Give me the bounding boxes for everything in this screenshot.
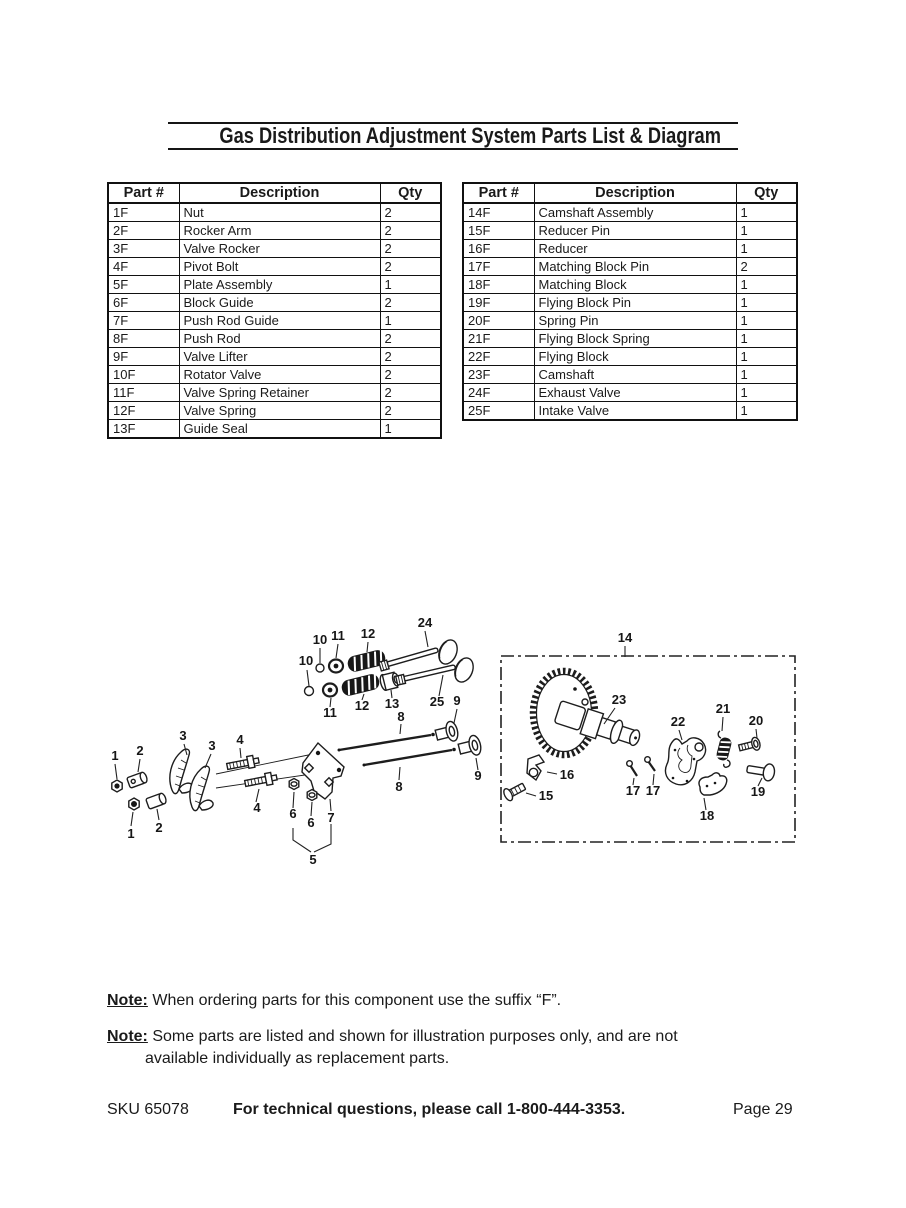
part-number-cell: 2F: [108, 222, 179, 240]
qty-cell: 2: [380, 203, 441, 222]
callout-7: 7: [327, 810, 335, 825]
callout-13: 13: [384, 696, 400, 711]
qty-cell: 1: [736, 240, 797, 258]
qty-cell: 1: [736, 312, 797, 330]
col-header-qty: Qty: [736, 183, 797, 203]
table-row: [108, 384, 441, 402]
table-row: [463, 402, 797, 421]
table-row: [108, 366, 441, 384]
description-cell: Exhaust Valve: [534, 384, 736, 402]
description-cell: Camshaft Assembly: [534, 203, 736, 222]
callout-4: 4: [236, 732, 244, 747]
valve-rocker-part: [170, 749, 193, 793]
table-row: [108, 294, 441, 312]
part-number-cell: 18F: [463, 276, 534, 294]
callout-24: 24: [417, 615, 433, 630]
description-cell: Push Rod: [179, 330, 380, 348]
qty-cell: 1: [736, 294, 797, 312]
callout-6: 6: [289, 806, 297, 821]
part-number-cell: 8F: [108, 330, 179, 348]
callout-11: 11: [323, 705, 337, 720]
qty-cell: 1: [736, 222, 797, 240]
qty-cell: 2: [380, 402, 441, 420]
table-header-row: [108, 183, 441, 203]
callout-18: 18: [699, 808, 715, 823]
part-number-cell: 16F: [463, 240, 534, 258]
table-row: [108, 402, 441, 420]
table-row: [108, 258, 441, 276]
part-number-cell: 1F: [108, 203, 179, 222]
callout-5: 5: [309, 852, 317, 867]
callout-12: 12: [360, 626, 376, 641]
description-cell: Intake Valve: [534, 402, 736, 421]
sku-number: SKU 65078: [107, 1101, 189, 1118]
description-cell: Matching Block: [534, 276, 736, 294]
part-number-cell: 4F: [108, 258, 179, 276]
part-number-cell: 10F: [108, 366, 179, 384]
part-number-cell: 20F: [463, 312, 534, 330]
description-cell: Valve Rocker: [179, 240, 380, 258]
part-number-cell: 9F: [108, 348, 179, 366]
technical-questions-phone: For technical questions, please call 1-800-444-3353.: [233, 1101, 626, 1118]
reducer-part: [527, 755, 544, 780]
part-number-cell: 25F: [463, 402, 534, 421]
qty-cell: 2: [380, 384, 441, 402]
table-row: [108, 276, 441, 294]
callout-8: 8: [397, 709, 405, 724]
description-cell: Flying Block Spring: [534, 330, 736, 348]
qty-cell: 1: [736, 384, 797, 402]
description-cell: Reducer Pin: [534, 222, 736, 240]
part-number-cell: 11F: [108, 384, 179, 402]
description-cell: Camshaft: [534, 366, 736, 384]
note-label: Note:: [107, 992, 148, 1009]
callout-22: 22: [670, 714, 686, 729]
qty-cell: 1: [736, 348, 797, 366]
table-row: [463, 312, 797, 330]
pivot-bolt-part: [244, 771, 278, 789]
qty-cell: 2: [380, 366, 441, 384]
valve-rocker-part: [190, 766, 213, 810]
table-row: [463, 330, 797, 348]
table-row: [108, 312, 441, 330]
page-title-text: Gas Distribution Adjustment System Parts List & Diagram: [219, 123, 721, 148]
callout-3: 3: [208, 738, 216, 753]
part-number-cell: 6F: [108, 294, 179, 312]
matching-block-part: [699, 773, 727, 795]
note-text-line1: Some parts are listed and shown for illustration purposes only, and are not: [152, 1028, 678, 1045]
qty-cell: 1: [380, 312, 441, 330]
qty-cell: 2: [380, 258, 441, 276]
callout-1: 1: [127, 826, 135, 841]
callout-8: 8: [395, 779, 403, 794]
part-number-cell: 24F: [463, 384, 534, 402]
table-row: [463, 366, 797, 384]
qty-cell: 2: [380, 294, 441, 312]
callout-14: 14: [617, 630, 633, 645]
callout-2: 2: [136, 743, 144, 758]
exploded-parts-diagram: [100, 600, 810, 880]
table-row: [463, 222, 797, 240]
flying-block-pin-part: [746, 761, 776, 782]
spring-pin-part: [738, 737, 762, 755]
rocker-arm-part: [127, 771, 149, 788]
description-cell: Valve Spring: [179, 402, 380, 420]
plate-assembly-part: [302, 743, 344, 799]
table-row: [463, 240, 797, 258]
callout-15: 15: [538, 788, 554, 803]
description-cell: Push Rod Guide: [179, 312, 380, 330]
part-number-cell: 14F: [463, 203, 534, 222]
reducer-pin-part: [502, 781, 527, 803]
table-row: [108, 240, 441, 258]
callout-12: 12: [354, 698, 370, 713]
description-cell: Flying Block Pin: [534, 294, 736, 312]
part-number-cell: 5F: [108, 276, 179, 294]
rotator-valve-part: [305, 687, 314, 696]
note-ordering-suffix: [107, 990, 561, 1012]
part-number-cell: 7F: [108, 312, 179, 330]
callout-9: 9: [474, 768, 482, 783]
rotator-valve-part: [316, 664, 324, 672]
parts-table-right: [462, 182, 798, 421]
qty-cell: 1: [736, 276, 797, 294]
callout-2: 2: [155, 820, 163, 835]
qty-cell: 1: [380, 420, 441, 439]
callout-11: 11: [331, 628, 345, 643]
page-footer: [0, 1101, 906, 1121]
table-row: [463, 203, 797, 222]
callout-23: 23: [611, 692, 627, 707]
callout-9: 9: [453, 693, 461, 708]
parts-table-left: [107, 182, 442, 439]
part-number-cell: 13F: [108, 420, 179, 439]
table-row: [463, 384, 797, 402]
pivot-bolt-part: [226, 754, 260, 772]
callout-25: 25: [429, 694, 445, 709]
qty-cell: 2: [380, 222, 441, 240]
description-cell: Plate Assembly: [179, 276, 380, 294]
part-number-cell: 21F: [463, 330, 534, 348]
flying-block-spring-part: [716, 731, 732, 767]
part-number-cell: 19F: [463, 294, 534, 312]
description-cell: Flying Block: [534, 348, 736, 366]
note-label: Note:: [107, 1028, 148, 1045]
qty-cell: 1: [736, 402, 797, 421]
description-cell: Matching Block Pin: [534, 258, 736, 276]
qty-cell: 2: [736, 258, 797, 276]
table-row: [463, 276, 797, 294]
part-number-cell: 12F: [108, 402, 179, 420]
callout-4: 4: [253, 800, 261, 815]
page-title: [168, 122, 738, 150]
note-text-line2: available individually as replacement parts.: [145, 1050, 450, 1067]
callout-1: 1: [111, 748, 119, 763]
part-number-cell: 22F: [463, 348, 534, 366]
col-header-description: Description: [534, 183, 736, 203]
qty-cell: 2: [380, 348, 441, 366]
description-cell: Rotator Valve: [179, 366, 380, 384]
callout-19: 19: [750, 784, 766, 799]
description-cell: Spring Pin: [534, 312, 736, 330]
description-cell: Rocker Arm: [179, 222, 380, 240]
qty-cell: 1: [736, 330, 797, 348]
note-text: When ordering parts for this component use the suffix “F”.: [152, 992, 562, 1009]
part-number-cell: 15F: [463, 222, 534, 240]
table-row: [463, 258, 797, 276]
table-row: [108, 420, 441, 439]
note-illustration-only: [107, 1026, 678, 1070]
callout-10: 10: [298, 653, 314, 668]
description-cell: Reducer: [534, 240, 736, 258]
rocker-arm-part: [146, 792, 168, 809]
part-number-cell: 17F: [463, 258, 534, 276]
col-header-part: Part #: [108, 183, 179, 203]
valve-lifter-part: [434, 720, 460, 745]
description-cell: Pivot Bolt: [179, 258, 380, 276]
description-cell: Valve Spring Retainer: [179, 384, 380, 402]
callout-10: 10: [312, 632, 328, 647]
table-header-row: [463, 183, 797, 203]
col-header-description: Description: [179, 183, 380, 203]
qty-cell: 2: [380, 330, 441, 348]
matching-block-pin-part: [627, 757, 655, 776]
table-row: [108, 222, 441, 240]
callout-3: 3: [179, 728, 187, 743]
valve-lifter-part: [457, 734, 483, 759]
callout-6: 6: [307, 815, 315, 830]
qty-cell: 1: [736, 203, 797, 222]
part-number-cell: 3F: [108, 240, 179, 258]
qty-cell: 1: [380, 276, 441, 294]
qty-cell: 1: [736, 366, 797, 384]
callout-17: 17: [645, 783, 661, 798]
valve-spring-part: [341, 673, 381, 697]
description-cell: Valve Lifter: [179, 348, 380, 366]
table-row: [108, 348, 441, 366]
part-number-cell: 23F: [463, 366, 534, 384]
flying-block-part: [665, 738, 705, 785]
callout-20: 20: [748, 713, 764, 728]
callout-16: 16: [559, 767, 575, 782]
col-header-part: Part #: [463, 183, 534, 203]
col-header-qty: Qty: [380, 183, 441, 203]
description-cell: Block Guide: [179, 294, 380, 312]
valve-spring-retainer-part: [323, 660, 343, 697]
table-row: [108, 330, 441, 348]
table-row: [463, 348, 797, 366]
callout-17: 17: [625, 783, 641, 798]
description-cell: Guide Seal: [179, 420, 380, 439]
description-cell: Nut: [179, 203, 380, 222]
page-number: Page 29: [733, 1101, 793, 1118]
callout-21: 21: [715, 701, 731, 716]
qty-cell: 2: [380, 240, 441, 258]
table-row: [108, 203, 441, 222]
camshaft-part: [533, 671, 643, 755]
table-row: [463, 294, 797, 312]
